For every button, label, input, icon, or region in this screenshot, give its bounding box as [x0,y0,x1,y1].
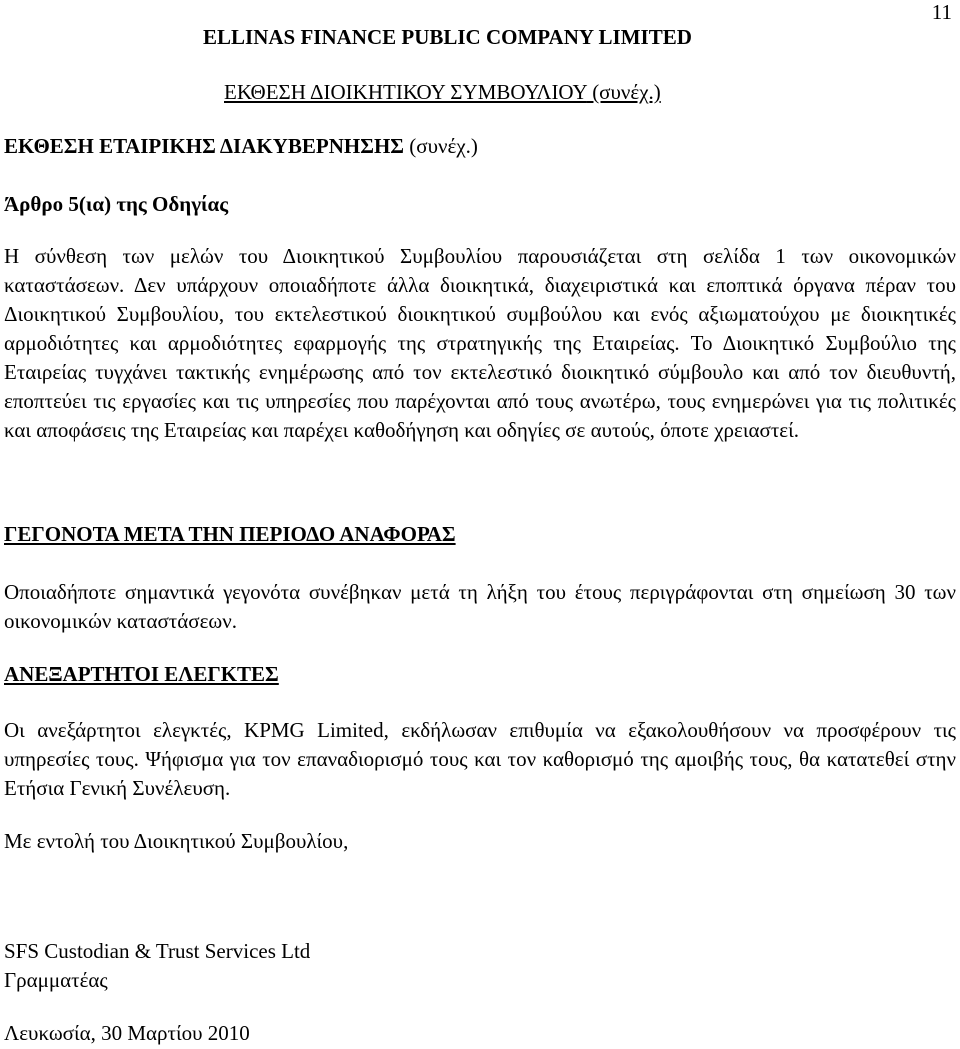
auditors-heading: ΑΝΕΞΑΡΤΗΤΟΙ ΕΛΕΓΚΤΕΣ [4,662,279,686]
secretary-name: SFS Custodian & Trust Services Ltd [4,939,311,963]
governance-heading-continued: (συνέχ.) [404,134,478,158]
governance-heading [4,132,956,161]
governance-heading-text: ΕΚΘΕΣΗ ΕΤΑΙΡΙΚΗΣ ΔΙΑΚΥΒΕΡΝΗΣΗΣ [4,134,405,158]
events-heading: ΓΕΓΟΝΟΤΑ ΜΕΤΑ ΤΗΝ ΠΕΡΙΟΔΟ ΑΝΑΦΟΡΑΣ [4,522,456,546]
article-heading: Άρθρο 5(ια) της Οδηγίας [4,192,229,216]
place-date: Λευκωσία, 30 Μαρτίου 2010 [4,1021,250,1045]
secretary-title: Γραμματέας [4,968,108,992]
report-title [224,78,661,107]
auditors-paragraph: Οι ανεξάρτητοι ελεγκτές, KPMG Limited, εκδήλωσαν επιθυμία να εξακολουθήσουν να προσφέρουν τις υπηρεσίες τους. Ψήφισμα για τον επαναδιορισμό τους και τον καθορισμό της αμοιβής τους, θα κατατεθεί στην Ετήσια Γενική Συνέλευση. [4,718,956,800]
page-number: 11 [931,0,952,24]
by-order-line: Με εντολή του Διοικητικού Συμβουλίου, [4,829,349,853]
report-title-text: ΕΚΘΕΣΗ ΔΙΟΙΚΗΤΙΚΟΥ ΣΥΜΒΟΥΛΙΟΥ [224,80,587,104]
report-title-continued: (συνέχ.) [586,80,661,104]
governance-paragraph: Η σύνθεση των μελών του Διοικητικού Συμβουλίου παρουσιάζεται στη σελίδα 1 των οικονομικών καταστάσεων. Δεν υπάρχουν οποιαδήποτε άλλα διοικητικά, διαχειριστικά και εποπτικά όργανα πέραν του Διοικητικού Συμβουλίου, του εκτελεστικού διοικητικού συμβούλου και ενός αξιωματούχου με διοικητικές αρμοδιότητες και αρμοδιότητες εφαρμογής της στρατηγικής της Εταιρείας. Το Διοικητικό Συμβούλιο της Εταιρείας τυγχάνει τακτικής ενημέρωσης από τον εκτελεστικό διοικητικό σύμβουλο και από τον διευθυντή, εποπτεύει τις εργασίες και τις υπηρεσίες που παρέχονται από τους ανωτέρω, τους ενημερώνει για τις πολιτικές και αποφάσεις της Εταιρείας και παρέχει καθοδήγηση και οδηγίες σε αυτούς, όποτε χρειαστεί. [4,244,956,442]
company-name: ELLINAS FINANCE PUBLIC COMPANY LIMITED [203,25,692,49]
events-paragraph: Οποιαδήποτε σημαντικά γεγονότα συνέβηκαν μετά τη λήξη του έτους περιγράφονται στη σημείωση 30 των οικονομικών καταστάσεων. [4,580,956,633]
